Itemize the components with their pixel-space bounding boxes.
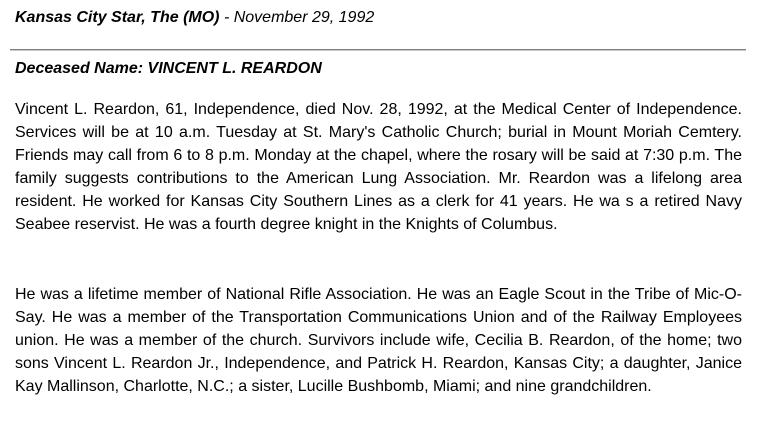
deceased-label: Deceased Name: (15, 60, 144, 77)
article-header (15, 9, 374, 27)
deceased-name: VINCENT L. REARDON (147, 60, 322, 77)
obituary-paragraph-2: He was a lifetime member of National Rifle Association. He was an Eagle Scout in the Tribe of Mic-O-Say. He was a member of the Transportation Communications Union and of the Railway Employees union. He was a member of the church. Survivors include wife, Cecilia B. Reardon, of the home; two sons Vincent L. Reardon Jr., Independence, and Patrick H. Reardon, Kansas City; a daughter, Janice Kay Mallinson, Charlotte, N.C.; a sister, Lucille Bushbomb, Miami; and nine grandchildren. (15, 286, 742, 395)
publication-date: November 29, 1992 (233, 9, 375, 26)
obituary-paragraph-1: Vincent L. Reardon, 61, Independence, died Nov. 28, 1992, at the Medical Center of Independence. Services will be at 10 a.m. Tuesday at St. Mary's Catholic Church; burial in Mount Moriah Cemtery. Friends may call from 6 to 8 p.m. Monday at the chapel, where the rosary will be said at 7:30 p.m. The family suggests contributions to the American Lung Association. Mr. Reardon was a lifelong area resident. He worked for Kansas City Southern Lines as a clerk for 41 years. He wa s a retired Navy Seabee reservist. He was a fourth degree knight in the Knights of Columbus. (15, 101, 742, 233)
deceased-heading (15, 60, 322, 78)
header-divider (10, 49, 746, 51)
publication-name: Kansas City Star, The (MO) (15, 9, 220, 26)
header-separator: - (219, 9, 234, 26)
